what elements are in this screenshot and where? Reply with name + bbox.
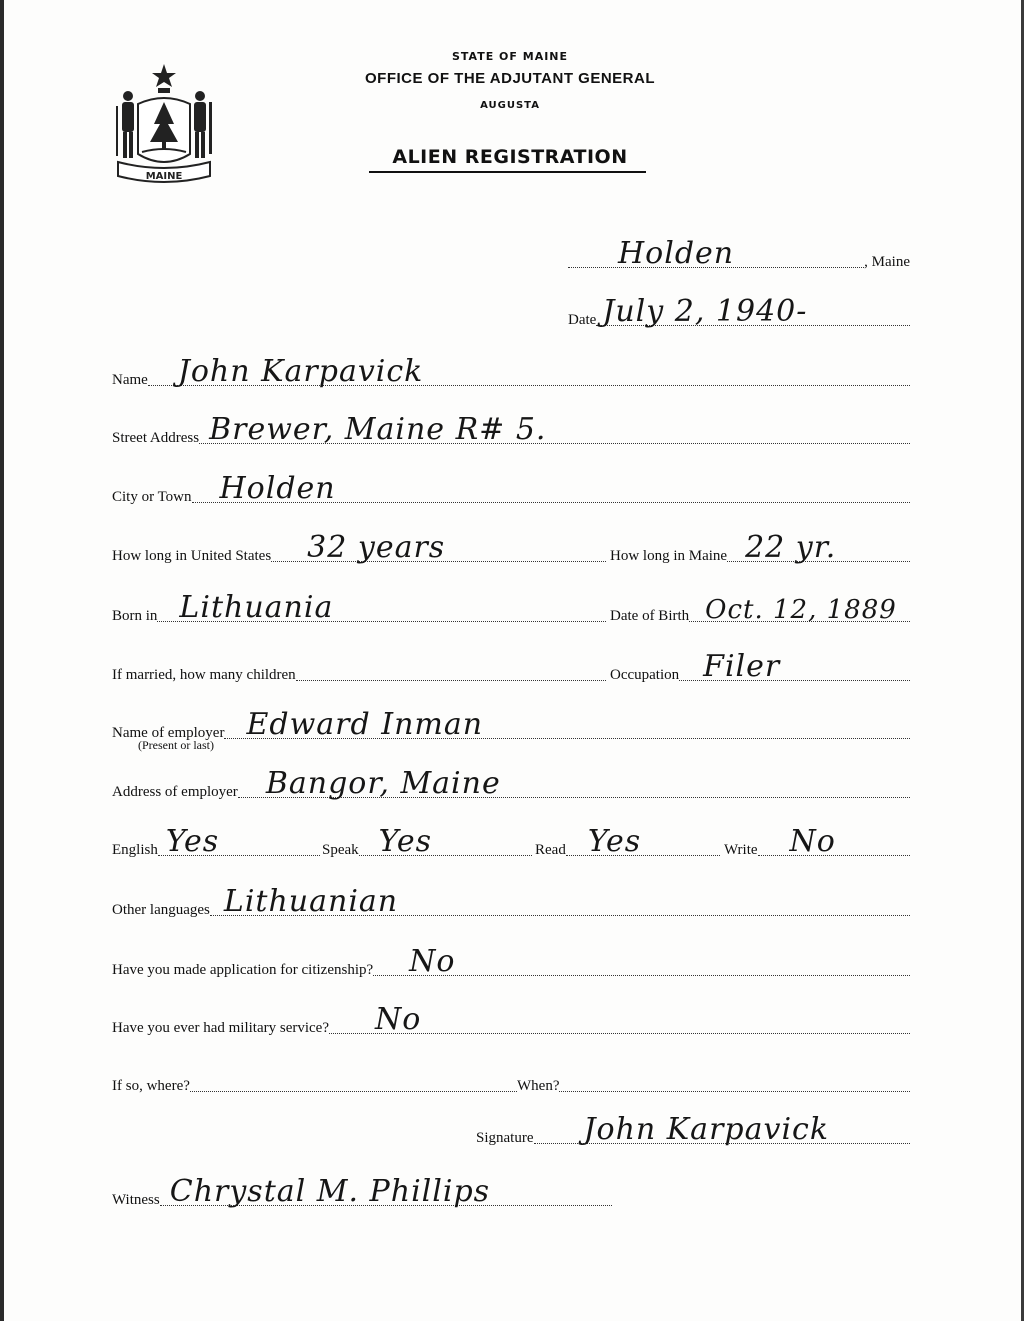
how-long-maine-row <box>610 526 910 566</box>
signature-row <box>476 1108 910 1148</box>
citizenship-row <box>112 940 910 980</box>
street-address-row <box>112 408 910 448</box>
name-row <box>112 350 910 390</box>
employer-address-value: Bangor, Maine <box>265 766 501 801</box>
name-field[interactable] <box>148 345 910 389</box>
write-row <box>724 820 910 860</box>
city-heading: AUGUSTA <box>480 100 540 111</box>
town-row <box>568 232 910 272</box>
city-or-town-value: Holden <box>219 471 336 506</box>
street-address-field[interactable] <box>199 403 910 447</box>
form-title: ALIEN REGISTRATION <box>392 146 628 168</box>
street-address-label: Street Address <box>112 430 200 446</box>
witness-label: Witness <box>112 1192 160 1208</box>
occupation-row <box>610 645 910 685</box>
date-of-birth-value: Oct. 12, 1889 <box>705 595 897 625</box>
witness-field[interactable] <box>160 1165 612 1209</box>
where-row <box>112 1056 517 1096</box>
employer-name-sublabel: (Present or last) <box>138 738 214 752</box>
employer-name-row <box>112 703 910 743</box>
write-field[interactable] <box>758 815 910 859</box>
employer-address-field[interactable] <box>238 757 910 801</box>
where-field[interactable] <box>190 1051 517 1092</box>
speak-value: Yes <box>378 824 433 859</box>
how-long-maine-value: 22 yr. <box>745 530 837 565</box>
occupation-label: Occupation <box>610 667 680 683</box>
children-label: If married, how many children <box>112 667 296 683</box>
city-or-town-label: City or Town <box>112 489 192 505</box>
city-or-town-field[interactable] <box>192 462 910 506</box>
date-value: July 2, 1940- <box>602 294 808 329</box>
state-heading: STATE OF MAINE <box>451 50 569 63</box>
town-value: Holden <box>618 236 735 271</box>
date-field[interactable] <box>596 285 910 329</box>
military-service-label: Have you ever had military service? <box>112 1020 329 1036</box>
when-label: When? <box>517 1078 560 1094</box>
employer-address-row <box>112 762 910 802</box>
when-row <box>517 1056 910 1096</box>
other-languages-label: Other languages <box>112 902 210 918</box>
english-field[interactable] <box>158 815 320 859</box>
city-or-town-row <box>112 467 910 507</box>
signature-label: Signature <box>476 1130 534 1146</box>
read-value: Yes <box>587 824 642 859</box>
witness-row <box>112 1170 612 1210</box>
street-address-value: Brewer, Maine R# 5. <box>209 412 547 447</box>
where-label: If so, where? <box>112 1078 190 1094</box>
english-row <box>112 820 320 860</box>
citizenship-label: Have you made application for citizenship? <box>112 962 374 978</box>
how-long-maine-field[interactable] <box>727 521 910 565</box>
write-value: No <box>789 824 836 859</box>
town-suffix-label: , Maine <box>864 254 910 270</box>
name-value: John Karpavick <box>177 354 424 389</box>
employer-name-field[interactable] <box>224 698 910 742</box>
other-languages-field[interactable] <box>210 875 910 919</box>
date-of-birth-label: Date of Birth <box>610 608 690 624</box>
witness-value: Chrystal M. Phillips <box>169 1174 491 1209</box>
maine-state-seal <box>108 62 220 190</box>
born-in-value: Lithuania <box>179 590 334 625</box>
english-label: English <box>112 842 158 858</box>
town-field[interactable] <box>568 227 864 271</box>
how-long-us-field[interactable] <box>271 521 606 565</box>
read-label: Read <box>535 842 566 858</box>
read-row <box>535 820 720 860</box>
speak-label: Speak <box>322 842 359 858</box>
children-field[interactable] <box>296 640 606 681</box>
seal-banner-text: MAINE <box>145 171 183 182</box>
read-field[interactable] <box>566 815 720 859</box>
born-in-field[interactable] <box>157 581 606 625</box>
date-of-birth-field[interactable] <box>689 581 910 625</box>
children-row <box>112 645 606 685</box>
employer-name-label: Name of employer <box>112 725 225 741</box>
employer-name-value: Edward Inman <box>246 707 484 742</box>
date-label: Date <box>568 312 597 328</box>
date-of-birth-row <box>610 586 910 626</box>
born-in-label: Born in <box>112 608 158 624</box>
signature-field[interactable] <box>534 1103 911 1147</box>
how-long-us-value: 32 years <box>307 530 446 565</box>
other-languages-value: Lithuanian <box>223 884 399 919</box>
employer-address-label: Address of employer <box>112 784 238 800</box>
military-service-row <box>112 998 910 1038</box>
occupation-field[interactable] <box>679 640 910 684</box>
other-languages-row <box>112 880 910 920</box>
signature-value: John Karpavick <box>583 1112 830 1147</box>
citizenship-field[interactable] <box>373 935 910 979</box>
name-label: Name <box>112 372 148 388</box>
military-service-value: No <box>375 1002 422 1037</box>
when-field[interactable] <box>559 1051 910 1092</box>
write-label: Write <box>724 842 758 858</box>
title-underline <box>369 171 646 173</box>
occupation-value: Filer <box>703 649 781 684</box>
english-value: Yes <box>165 824 220 859</box>
military-service-field[interactable] <box>329 993 910 1037</box>
born-in-row <box>112 586 606 626</box>
office-heading: OFFICE OF THE ADJUTANT GENERAL <box>365 70 655 87</box>
date-row <box>568 290 910 330</box>
speak-row <box>322 820 532 860</box>
speak-field[interactable] <box>359 815 532 859</box>
how-long-us-row <box>112 526 606 566</box>
scan-edge-left <box>0 0 4 1321</box>
citizenship-value: No <box>409 944 456 979</box>
how-long-maine-label: How long in Maine <box>610 548 728 564</box>
how-long-us-label: How long in United States <box>112 548 272 564</box>
